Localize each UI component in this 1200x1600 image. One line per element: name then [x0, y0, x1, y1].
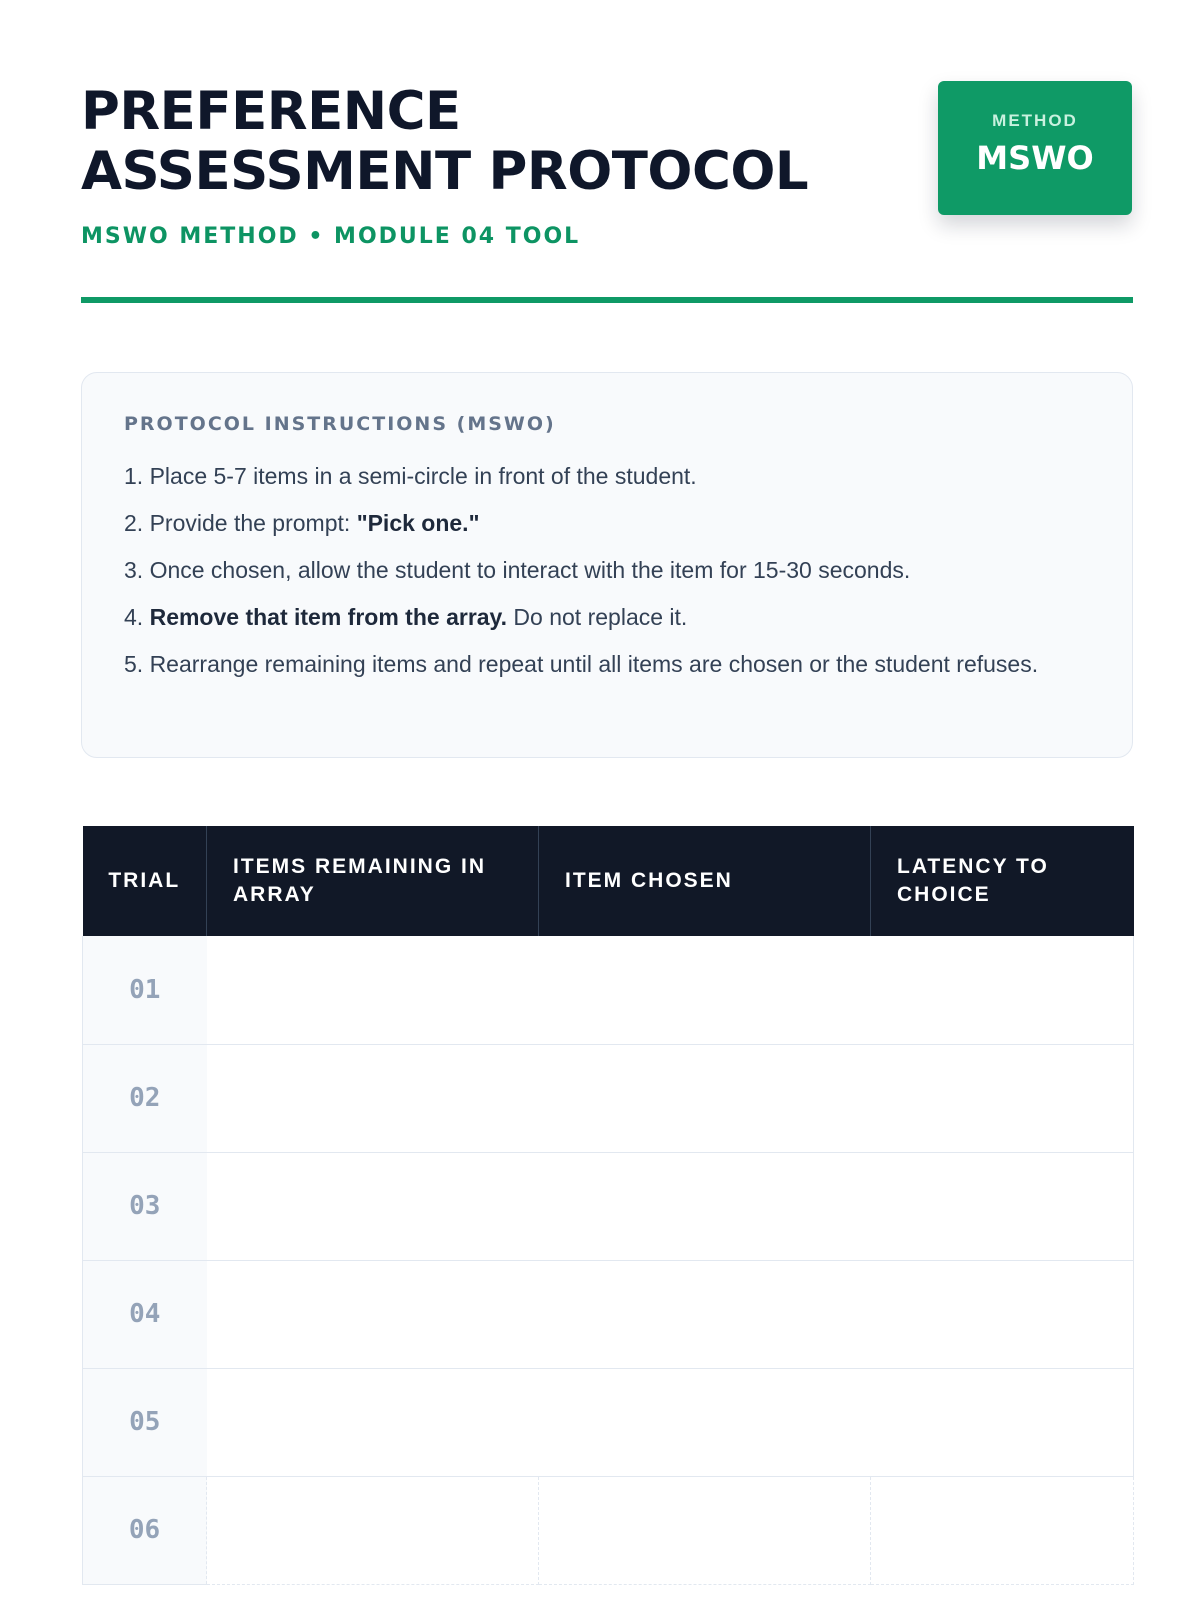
item-chosen-cell[interactable] [539, 936, 871, 1044]
table-row [83, 1152, 1134, 1260]
instructions-heading: PROTOCOL INSTRUCTIONS (MSWO) [124, 413, 556, 435]
method-badge-label: METHOD [992, 111, 1078, 130]
item-chosen-cell[interactable] [539, 1152, 871, 1260]
table-row [83, 1044, 1134, 1152]
latency-cell[interactable] [871, 1260, 1134, 1368]
table-row [83, 1368, 1134, 1476]
trial-number: 04 [83, 1260, 207, 1368]
title-line-2: ASSESSMENT PROTOCOL [81, 141, 809, 202]
step-4-emphasis: Remove that item from the array. [149, 604, 508, 630]
items-remaining-cell[interactable] [207, 936, 539, 1044]
table-row [83, 936, 1134, 1044]
header-item-chosen: ITEM CHOSEN [539, 826, 871, 936]
trial-table-container [82, 826, 1133, 1585]
instruction-step-5: 5. Rearrange remaining items and repeat until all items are chosen or the student refuses. [124, 651, 1039, 677]
step-4-number: 4. [124, 604, 150, 630]
latency-cell[interactable] [871, 1368, 1134, 1476]
method-badge [938, 81, 1132, 215]
item-chosen-cell[interactable] [539, 1044, 871, 1152]
item-chosen-cell[interactable] [539, 1476, 871, 1584]
step-4-text: Do not replace it. [507, 604, 688, 630]
latency-cell[interactable] [871, 1044, 1134, 1152]
instruction-step-1: 1. Place 5-7 items in a semi-circle in front of the student. [124, 463, 697, 489]
items-remaining-cell[interactable] [207, 1260, 539, 1368]
item-chosen-cell[interactable] [539, 1260, 871, 1368]
items-remaining-cell[interactable] [207, 1476, 539, 1584]
header-items-remaining: ITEMS REMAINING IN ARRAY [207, 826, 539, 936]
trial-number: 06 [83, 1476, 207, 1584]
latency-cell[interactable] [871, 1476, 1134, 1584]
trial-number: 05 [83, 1368, 207, 1476]
instructions-panel [81, 372, 1133, 758]
trial-number: 03 [83, 1152, 207, 1260]
instruction-step-2 [124, 506, 1090, 540]
header-trial: TRIAL [83, 826, 207, 936]
step-2-prompt: "Pick one." [356, 510, 480, 536]
instruction-step-3: 3. Once chosen, allow the student to interact with the item for 15-30 seconds. [124, 557, 911, 583]
trial-number: 01 [83, 936, 207, 1044]
items-remaining-cell[interactable] [207, 1152, 539, 1260]
method-badge-value: MSWO [976, 139, 1094, 177]
table-header-row [83, 826, 1134, 936]
table-row [83, 1260, 1134, 1368]
latency-cell[interactable] [871, 1152, 1134, 1260]
page-subtitle: MSWO METHOD • MODULE 04 TOOL [81, 224, 581, 249]
trial-table [82, 826, 1134, 1585]
item-chosen-cell[interactable] [539, 1368, 871, 1476]
items-remaining-cell[interactable] [207, 1368, 539, 1476]
table-row [83, 1476, 1134, 1584]
title-line-1: PREFERENCE [81, 81, 461, 142]
trial-number: 02 [83, 1044, 207, 1152]
latency-cell[interactable] [871, 936, 1134, 1044]
instruction-step-4 [124, 600, 1090, 634]
header-latency: LATENCY TO CHOICE [871, 826, 1134, 936]
header-divider [81, 297, 1133, 303]
step-2-text: 2. Provide the prompt: [124, 510, 357, 536]
items-remaining-cell[interactable] [207, 1044, 539, 1152]
